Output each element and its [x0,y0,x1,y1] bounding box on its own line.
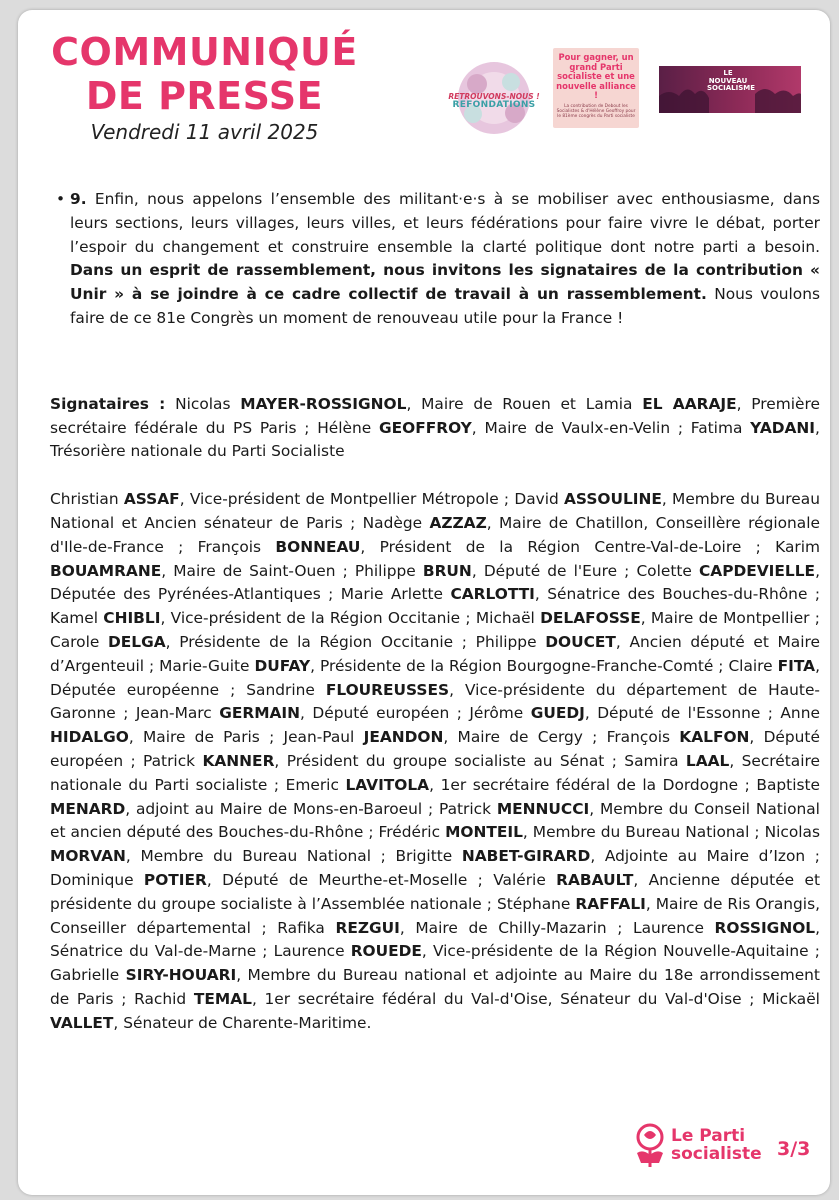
signatory-role: Président du groupe socialiste au Sénat [286,751,605,770]
signatory: Philippe BRUN, Député de l'Eure ; [354,561,637,580]
signatory: Nadège AZZAZ, Maire de Chatillon, Conseillère régionale d'Ile-de-France ; [50,513,820,556]
signatory-role: Ancienne députée et présidente du groupe socialiste à l’Assemblée nationale [50,870,820,913]
signatory-last-name: JEANDON [363,728,444,747]
signatory-first-name: François [606,728,671,747]
signatory-last-name: DELGA [108,632,166,651]
signatory-first-name: Lamia [585,394,633,413]
signatory-last-name: SIRY-HOUARI [125,966,237,985]
signatory-first-name: Emeric [285,775,339,794]
point-9-paragraph [50,188,820,331]
nouveau-socialisme-banner [659,66,801,113]
signatory-first-name: Carole [50,632,100,651]
signatory-first-name: Frédéric [378,823,441,842]
lead-signatories-list [50,395,820,461]
signatory-last-name: KALFON [679,728,750,747]
signatory-role: 1er secrétaire fédéral du Val-d'Oise, Sénateur du Val-d'Oise [264,989,742,1008]
signatory-role: Maire de Paris [142,728,260,747]
signatory-role: Vice-président de Montpellier Métropole [189,490,499,509]
signatory-role: Maire de Montpellier [650,609,810,628]
signatory-last-name: NABET-GIRARD [461,847,591,866]
signatory-role: Député européen [50,728,820,770]
signatory: Kamel CHIBLI, Vice-président de la Région Occitanie ; [50,609,476,628]
signatory: Samira LAAL, Secrétaire nationale du Parti socialiste ; [50,751,820,794]
signatory-last-name: MONTEIL [445,823,523,842]
page-title-line1: COMMUNIQUÉ [51,30,358,74]
signatory-last-name: ROSSIGNOL [714,918,816,937]
page-title-line2: DE PRESSE [85,74,324,118]
signatory-role: Député de Meurthe-et-Moselle [222,870,468,889]
signatory: Nicolas MORVAN, Membre du Bureau National ; [50,823,820,866]
signatory-role: Membre du Bureau National [140,847,371,866]
signatory-first-name: Claire [728,656,773,675]
signatory: Mickaël VALLET, Sénateur de Charente-Maritime. [50,989,820,1032]
signatory-last-name: KANNER [202,751,275,770]
signatory-role: 1er secrétaire fédéral de la Dordogne [440,775,739,794]
signatory-role: Première secrétaire fédérale du PS Paris [50,394,820,437]
lead-signatory: Nicolas MAYER-ROSSIGNOL, Maire de Rouen et [175,395,586,413]
banner-title: LE NOUVEAU SOCIALISME [707,69,756,92]
signatory-first-name: David [514,490,559,509]
signatory-first-name: Valérie [493,870,546,889]
page-number: 3/3 [777,1138,811,1160]
signatory-last-name: MENNUCCI [496,799,590,818]
lead-signatory: Fatima YADANI, Trésorière nationale du Parti Socialiste [50,418,820,461]
signatory-last-name: VALLET [50,1013,114,1032]
signatory-role: Sénatrice du Val-de-Marne [50,942,257,961]
signataires-label: Signataires : [50,394,166,413]
signatory-first-name: Rachid [134,989,187,1008]
signatory-first-name: Rafika [277,918,325,937]
bullet-icon: • [56,190,66,208]
signatory-role: Membre du Conseil National et ancien député des Bouches-du-Rhône [50,799,820,842]
signatory: Laurence ROSSIGNOL, Sénatrice du Val-de-Marne ; [50,918,820,961]
point-9-text-intro: Enfin, nous appelons l’ensemble des militant·e·s à se mobiliser avec enthousiasme, dans leurs sections, leurs villages, leurs villes, et leurs fédérations pour faire vivre le débat, porter l’espoir du changement et construire ensemble la clarté politique dont notre parti a besoin. [70,190,820,256]
signatory-last-name: MENARD [50,799,126,818]
signatory-first-name: Karim [775,537,820,556]
signatory-role: Sénateur de Charente-Maritime. [123,1013,372,1032]
signatory: Jérôme GUEDJ, Député de l'Essonne ; [469,704,781,723]
signatory-role: adjoint au Maire de Mons-en-Baroeul [135,799,423,818]
signatory-first-name: Patrick [143,751,196,770]
header-title-block [18,30,391,144]
signatory: David ASSOULINE, Membre du Bureau National et Ancien sénateur de Paris ; [50,490,820,532]
signatory-first-name: Nicolas [175,394,231,413]
signatory-first-name: Mickaël [762,989,820,1008]
contribution-subtitle: La contribution de Debout les Socialistes & d'Hélène Geoffroy pour le 81ème congrès du Parti socialiste [556,103,636,119]
signatory-first-name: Baptiste [756,775,820,794]
point-9-text-end: Nous voulons faire de ce 81e Congrès un moment de renouveau utile pour la France ! [70,285,820,327]
signatory: Rachid TEMAL, 1er secrétaire fédéral du Val-d'Oise, Sénateur du Val-d'Oise ; [134,989,763,1008]
party-name-line2: socialiste [671,1144,762,1164]
signatory-first-name: Gabrielle [50,966,120,985]
signatory: Jean-Paul JEANDON, Maire de Cergy ; [283,728,607,747]
signatory-role: Secrétaire nationale du Parti socialiste [50,751,820,794]
lead-signatory: Hélène GEOFFROY, Maire de Vaulx-en-Velin ; [317,418,691,437]
signatory: Frédéric MONTEIL, Membre du Bureau National ; [378,823,765,842]
signatory-role: Député européen [312,704,450,723]
signatory: Christian ASSAF, Vice-président de Montpellier Métropole ; [50,490,515,509]
signatory-last-name: RAFFALI [575,894,646,913]
signatory: François BONNEAU, Président de la Région Centre-Val-de-Loire ; [197,537,776,556]
signatory-last-name: GEOFFROY [378,418,472,437]
signatory-first-name: Stéphane [496,894,571,913]
press-release-page [18,10,830,1195]
signatory: Dominique POTIER, Député de Meurthe-et-Moselle ; [50,870,494,889]
signatory-last-name: AZZAZ [429,513,487,532]
point-9-number: 9. [70,190,87,208]
separator [576,395,586,413]
signatory-last-name: MAYER-ROSSIGNOL [240,394,407,413]
signatory-last-name: REZGUI [335,918,400,937]
point-9-text-bold: Dans un esprit de rassemblement, nous invitons les signataires de la contribution « Unir » à se joindre à ce cadre collectif de travail à un rassemblement. [70,261,820,304]
signatory-last-name: EL AARAJE [642,394,737,413]
contribution-title: Pour gagner, un grand Parti socialiste et une nouvelle alliance ! [556,52,636,101]
signatory-first-name: Fatima [690,418,743,437]
signatory-last-name: HIDALGO [50,728,129,747]
signatory-first-name: Jean-Marc [135,704,212,723]
signatory-first-name: Kamel [50,609,98,628]
signatory-first-name: Patrick [438,799,492,818]
signatory-last-name: CARLOTTI [450,585,535,604]
signatory-last-name: LAVITOLA [345,775,430,794]
signatory-last-name: DOUCET [545,632,616,651]
signatory-first-name: Anne [780,704,820,723]
signatory: Jean-Marc GERMAIN, Député européen ; [135,704,470,723]
signatory-role: Adjointe au Maire d’Izon [604,847,806,866]
refondations-logo [441,58,547,142]
signatory-first-name: Jean-Paul [283,728,355,747]
signatory-last-name: DELAFOSSE [540,609,641,628]
signatory-first-name: François [197,537,262,556]
signatory-last-name: FITA [777,656,816,675]
release-date: Vendredi 11 avril 2025 [90,120,319,144]
parti-socialiste-logo [631,1123,761,1173]
signatory-role: Présidente de la Région Bourgogne-Franche-Comté [319,656,714,675]
lead-signatories [50,393,820,464]
signatory-last-name: GERMAIN [219,704,301,723]
contribution-cover-logo [553,48,639,128]
signatory-last-name: BRUN [422,561,472,580]
signatory-role: Président de la Région Centre-Val-de-Loire [379,537,742,556]
signatory: Anne HIDALGO, Maire de Paris ; [50,704,820,747]
signatory-last-name: CHIBLI [103,609,161,628]
signatory-role: Maire de Cergy [457,728,583,747]
signatory: Philippe DOUCET, Ancien député et Maire d’Argenteuil ; [50,632,820,675]
signatory-last-name: FLOUREUSSES [325,680,450,699]
signatory-first-name: Brigitte [395,847,453,866]
refondations-name: REFONDATIONS [452,100,536,110]
signatory: Gabrielle SIRY-HOUARI, Membre du Bureau national et adjointe au Maire du 18e arrondissement de Paris ; [50,966,820,1008]
signatory: Valérie RABAULT, Ancienne députée et présidente du groupe socialiste à l’Assemblée nationale ; [50,870,820,913]
signatory-last-name: ASSOULINE [564,490,662,509]
signatory-role: Maire de Saint-Ouen [173,561,336,580]
signatory-role: Députée européenne [50,680,220,699]
signatory-first-name: Marie-Guite [159,656,250,675]
signatory-first-name: Sandrine [246,680,315,699]
signatory-last-name: MORVAN [50,847,126,866]
rose-fist-icon [631,1123,669,1169]
signatory-role: Maire de Vaulx-en-Velin [484,418,671,437]
signatory-role: Trésorière nationale du Parti Socialiste [50,442,345,461]
signatory-first-name: Laurence [633,918,704,937]
signatory: Stéphane RAFFALI, Maire de Ris Orangis, Conseiller départemental ; [50,894,820,937]
signatory-last-name: GUEDJ [530,704,585,723]
signatory-role: Maire de Rouen et [421,394,576,413]
refondations-slogan: RETROUVONS-NOUS ! [448,92,540,101]
signatory-first-name: Christian [50,490,119,509]
signatory: François KALFON, Député européen ; [50,728,820,770]
signatory-role: Vice-président de la Région Occitanie [170,609,461,628]
signatory: Michaël DELAFOSSE, Maire de Montpellier ; [475,609,820,628]
signatory: Colette CAPDEVIELLE, Députée des Pyrénées-Atlantiques ; [50,561,820,604]
signatory-first-name: Philippe [475,632,537,651]
signatory: Marie Arlette CARLOTTI, Sénatrice des Bouches-du-Rhône ; [340,585,821,604]
signatory-last-name: BONNEAU [275,537,361,556]
separator: ; [296,418,318,437]
signatory-last-name: POTIER [143,870,207,889]
signatory-last-name: LAAL [685,751,730,770]
signatory: Sandrine FLOUREUSSES, Vice-présidente du département de Haute-Garonne ; [50,680,820,723]
signatory: Rafika REZGUI, Maire de Chilly-Mazarin ; [277,918,634,937]
signatory-role: Maire de Chilly-Mazarin [415,918,607,937]
signatory: Baptiste MENARD, adjoint au Maire de Mons-en-Baroeul ; [50,775,820,818]
signatory-role: Ancien député et Maire d’Argenteuil [50,632,820,675]
signatory-first-name: Michaël [475,609,535,628]
signatory-role: Député de l'Essonne [597,704,761,723]
signatory-last-name: TEMAL [193,989,252,1008]
signatory-last-name: DUFAY [254,656,311,675]
signatory-first-name: Hélène [317,418,372,437]
signatory-role: Sénatrice des Bouches-du-Rhône [547,585,808,604]
signatory-first-name: Marie Arlette [340,585,444,604]
signatory-first-name: Philippe [354,561,416,580]
party-name-line1: Le Parti [671,1126,746,1146]
signatory: Brigitte NABET-GIRARD, Adjointe au Maire d’Izon ; [395,847,820,866]
signatory-role: Maire de Ris Orangis, Conseiller départemental [50,894,820,937]
signatory: Claire FITA, Députée européenne ; [50,656,820,699]
signatory-last-name: YADANI [750,418,816,437]
separator: ; [670,418,691,437]
signatory-role: Maire de Chatillon, Conseillère régionale d'Ile-de-France [50,513,820,556]
signatory-role: Député de l'Eure [483,561,618,580]
signatory-first-name: Jérôme [469,704,524,723]
signatories-list [50,488,820,1035]
signatory-first-name: Colette [636,561,692,580]
signatory-first-name: Nicolas [764,823,820,842]
main-content [50,188,820,1036]
lead-signatory: Lamia EL AARAJE, Première secrétaire fédérale du PS Paris ; [50,394,820,437]
signatory: Patrick KANNER, Président du groupe socialiste au Sénat ; [143,751,625,770]
signatory-last-name: ASSAF [123,490,180,509]
signatory-role: Membre du Bureau national et adjointe au Maire du 18e arrondissement de Paris [50,966,820,1008]
signatory-role: Présidente de la Région Occitanie [179,632,454,651]
signatory-first-name: Samira [624,751,679,770]
signatory-role: Membre du Bureau National [532,823,750,842]
signatory-first-name: Nadège [362,513,423,532]
signatory-role: Vice-présidente du département de Haute-Garonne [50,680,820,723]
signatory-first-name: Dominique [50,870,134,889]
signatory-last-name: RABAULT [556,870,634,889]
signatory-last-name: ROUEDE [350,942,422,961]
signatory-first-name: Laurence [273,942,345,961]
signatory: Emeric LAVITOLA, 1er secrétaire fédéral de la Dordogne ; [285,775,757,794]
signatory-last-name: CAPDEVIELLE [699,561,816,580]
signatory-role: Membre du Bureau National et Ancien sénateur de Paris [50,490,820,532]
signatory-role: Vice-présidente de la Région Nouvelle-Aquitaine [432,942,809,961]
signatory: Karim BOUAMRANE, Maire de Saint-Ouen ; [50,537,820,580]
signatory: Carole DELGA, Présidente de la Région Occitanie ; [50,632,476,651]
signatory: Marie-Guite DUFAY, Présidente de la Région Bourgogne-Franche-Comté ; [159,656,729,675]
signatory-role: Députée des Pyrénées-Atlantiques [50,585,321,604]
signatory: Laurence ROUEDE, Vice-présidente de la Région Nouvelle-Aquitaine ; [273,942,820,961]
signatory: Patrick MENNUCCI, Membre du Conseil National et ancien député des Bouches-du-Rhône ; [50,799,820,842]
signatory-last-name: BOUAMRANE [50,561,162,580]
